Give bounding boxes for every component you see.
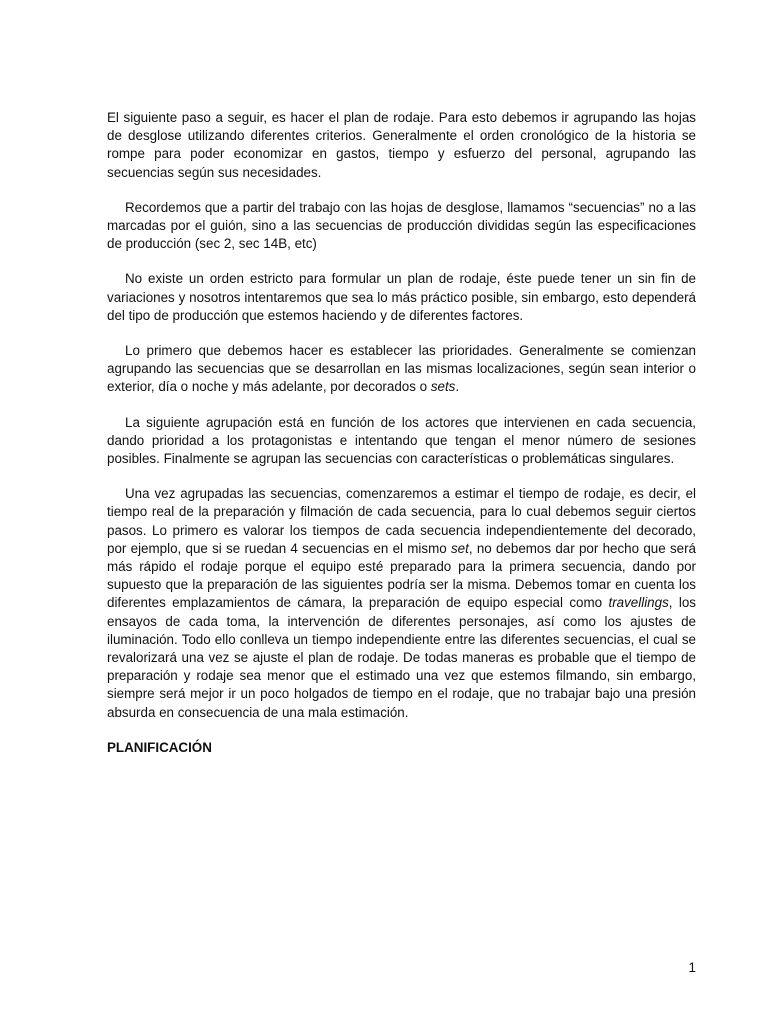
paragraph-text: Una vez agrupadas las secuencias, comenzaremos a estimar el tiempo de rodaje, es decir, el tiempo real de la preparación y filmación de cada secuencia, para lo cual debemos seguir ciertos pasos. Lo primero es valorar los tiempos de cada secuencia independientemente del decorado, por ejemplo, que si se ruedan 4 secuencias en el mismo bbox=[107, 486, 696, 556]
body-paragraph bbox=[107, 199, 696, 254]
italic-term: sets bbox=[430, 379, 456, 395]
page-content bbox=[107, 109, 696, 757]
paragraph-text: , no debemos dar por hecho que será más rápido el rodaje porque el equipo esté preparado para la primera secuencia, dando por supuesto que la preparación de las siguientes podría ser la misma. Debemos tomar en cuenta los diferentes emplazamientos de cámara, la preparación de equipo especial como bbox=[107, 540, 696, 611]
page-number: 1 bbox=[688, 960, 696, 975]
italic-term: set bbox=[450, 540, 469, 556]
paragraph-text: Lo primero que debemos hacer es establecer las prioridades. Generalmente se comienzan agrupando las secuencias que se desarrollan en las mismas localizaciones, según sean interior o exterior, día o noche y más adelante, por decorados o bbox=[107, 343, 696, 395]
body-paragraph bbox=[107, 342, 696, 397]
paragraph-list bbox=[107, 109, 696, 722]
body-paragraph bbox=[107, 485, 696, 722]
body-paragraph bbox=[107, 414, 696, 469]
body-paragraph bbox=[107, 270, 696, 325]
paragraph-text: , los ensayos de cada toma, la intervención de diferentes personajes, así como los ajustes de iluminación. Todo ello conlleva un tiempo independiente entre las diferentes secuencias, el cual se revalorizará una vez se ajuste el plan de rodaje. De todas maneras es probable que el tiempo de preparación y rodaje sea menor que el estimado una vez que estemos filmando, sin embargo, siempre será mejor ir un poco holgados de tiempo en el rodaje, que no trabajar bajo una presión absurda en consecuencia de una mala estimación. bbox=[107, 595, 696, 720]
body-paragraph bbox=[107, 109, 696, 182]
paragraph-text: . bbox=[455, 379, 460, 395]
paragraph-text: El siguiente paso a seguir, es hacer el plan de rodaje. Para esto debemos ir agrupando las hojas de desglose utilizando diferentes criterios. Generalmente el orden cronológico de la historia se rompe para poder economizar en gastos, tiempo y esfuerzo del personal, agrupando las secuencias según sus necesidades. bbox=[107, 110, 696, 180]
section-heading: PLANIFICACIÓN bbox=[107, 739, 212, 755]
italic-term: travellings bbox=[608, 595, 669, 611]
paragraph-text: Recordemos que a partir del trabajo con las hojas de desglose, llamamos “secuencias” no a las marcadas por el guión, sino a las secuencias de producción divididas según las especificaciones de producción (sec 2, sec 14B, etc) bbox=[107, 199, 696, 252]
paragraph-text: La siguiente agrupación está en función de los actores que intervienen en cada secuencia, dando prioridad a los protagonistas e intentando que tengan el menor número de sesiones posibles. Finalmente se agrupan las secuencias con características o problemáticas singulares. bbox=[107, 414, 696, 467]
paragraph-text: No existe un orden estricto para formular un plan de rodaje, éste puede tener un sin fin de variaciones y nosotros intentaremos que sea lo más práctico posible, sin embargo, esto dependerá del tipo de producción que estemos haciendo y de diferentes factores. bbox=[107, 271, 696, 323]
